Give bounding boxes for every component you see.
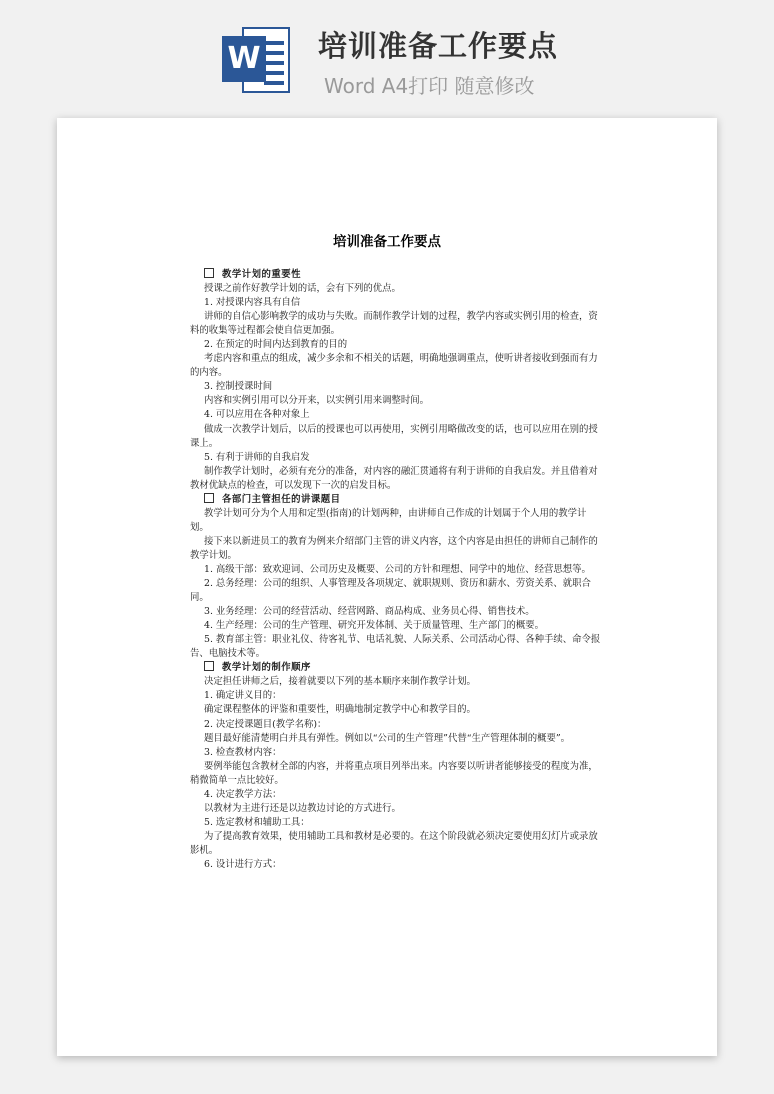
document-page [57,118,717,1056]
body-paragraph: 内容和实例引用可以分开来，以实例引用来调整时间。 [204,395,430,407]
body-paragraph: 接下来以新进员工的教育为例来介绍部门主管的讲义内容，这个内容是由担任的讲师自己制作的教学计划。 [190,535,598,561]
body-paragraph: 讲师的自信心影响教学的成功与失败。而制作教学计划的过程，教学内容或实例引用的检查，资料的收集等过程都会使自信更加强。 [190,311,598,337]
body-paragraph: 4. 生产经理：公司的生产管理、研究开发体制、关于质量管理、生产部门的概要。 [204,620,545,632]
banner-title: 培训准备工作要点 [318,29,559,63]
body-paragraph: 决定担任讲师之后，接着就要以下列的基本顺序来制作教学计划。 [204,676,476,688]
body-paragraph: 题目最好能清楚明白并具有弹性。例如以“公司的生产管理”代替“生产管理体制的概要”。 [204,732,571,744]
body-paragraph: 确定课程整体的评鉴和重要性，明确地制定教学中心和教学目的。 [204,704,476,716]
body-paragraph: 为了提高教育效果，使用辅助工具和教材是必要的。在这个阶段就必须决定要使用幻灯片或录放影机。 [190,830,598,856]
word-document-icon [222,24,294,96]
section-heading [190,661,604,675]
body-paragraph: 1. 确定讲义目的： [204,690,282,702]
body-paragraph: 2. 在预定的时间内达到教育的目的 [204,339,348,351]
body-paragraph: 教学计划可分为个人用和定型(指南)的计划两种，由讲师自己作成的计划属于个人用的教学计划。 [190,507,587,533]
word-badge: W [222,36,266,82]
body-paragraph: 5. 教育部主管：职业礼仪、待客礼节、电话礼貌、人际关系、公司活动心得、各种手续、命令报告、电脑技术等。 [190,634,601,660]
body-paragraph: 做成一次教学计划后，以后的授课也可以再使用，实例引用略做改变的话，也可以应用在别的授课上。 [190,423,598,449]
body-paragraph: 6. 设计进行方式： [204,858,282,870]
banner-subtitle: Word A4打印 随意修改 [324,74,535,98]
section-heading-text: 教学计划的重要性 [222,269,302,280]
document-body [190,268,604,872]
checkbox-bullet-icon [204,268,214,278]
document-title: 培训准备工作要点 [333,234,441,250]
section-heading [190,493,604,507]
body-paragraph: 5. 选定教材和辅助工具： [204,816,310,828]
body-paragraph: 要例举能包含教材全部的内容，并将重点项目列举出来。内容要以听讲者能够接受的程度为准，稍微简单一点比较好。 [190,760,598,786]
section-heading-text: 各部门主管担任的讲课题目 [222,493,341,505]
body-paragraph: 1. 高级干部：致欢迎词、公司历史及概要、公司的方针和理想、同学中的地位、经营思想等。 [204,563,591,575]
body-paragraph: 3. 控制授课时间 [204,381,273,393]
header-banner [0,0,774,108]
body-paragraph: 4. 可以应用在各种对象上 [204,409,310,421]
body-paragraph: 4. 决定教学方法： [204,788,282,800]
body-paragraph: 2. 决定授课题目(教学名称)： [204,718,327,730]
checkbox-bullet-icon [204,661,214,671]
body-paragraph: 3. 检查教材内容： [204,746,282,758]
checkbox-bullet-icon [204,493,214,503]
body-paragraph: 2. 总务经理：公司的组织、人事管理及各项规定、就职规则、资历和薪水、劳资关系、就职合同。 [190,578,591,604]
section-heading [190,268,604,282]
body-paragraph: 制作教学计划时，必须有充分的准备，对内容的融汇贯通将有利于讲师的自我启发。并且借着对教材优缺点的检查，可以发现下一次的启发目标。 [190,465,598,491]
body-paragraph: 以教材为主进行还是以边教边讨论的方式进行。 [204,802,401,814]
body-paragraph: 考虑内容和重点的组成，减少多余和不相关的话题，明确地强调重点，使听讲者接收到强而有力的内容。 [190,353,598,379]
body-paragraph: 3. 业务经理：公司的经营活动、经营网路、商品构成、业务员心得、销售技术。 [204,606,535,618]
body-paragraph: 1. 对授课内容具有自信 [204,297,301,309]
body-paragraph: 5. 有利于讲师的自我启发 [204,451,310,463]
section-heading-text: 教学计划的制作顺序 [222,662,311,674]
body-paragraph: 授课之前作好教学计划的话，会有下列的优点。 [204,283,401,295]
